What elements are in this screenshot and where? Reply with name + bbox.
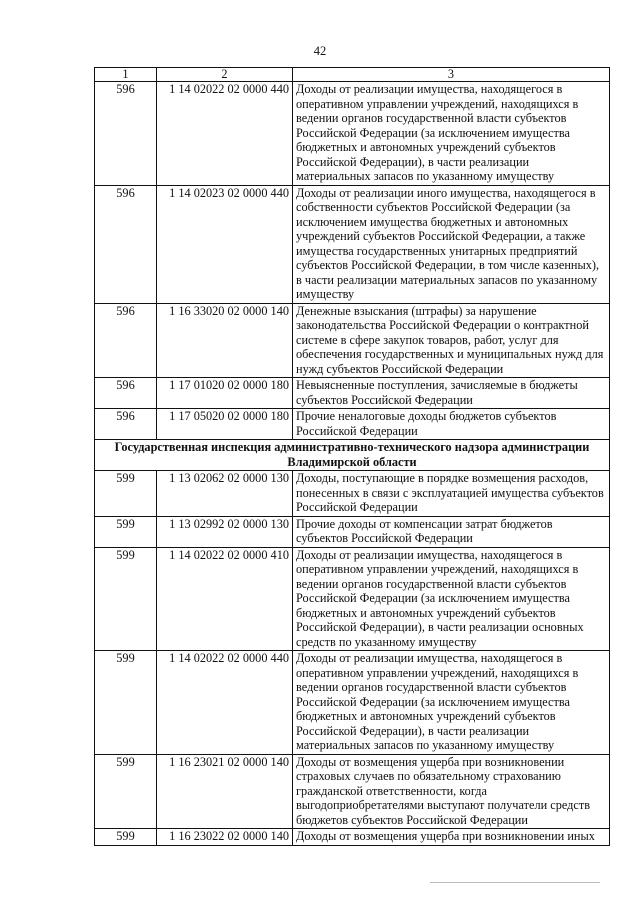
- table-row: [95, 754, 610, 829]
- admin-code-cell: 599: [95, 516, 157, 547]
- admin-code-cell: 596: [95, 185, 157, 303]
- revenue-code-cell: 1 17 05020 02 0000 180: [157, 409, 293, 440]
- revenue-description-cell: Доходы от реализации имущества, находящегося в оперативном управлении учреждений, находящихся в ведении органов государственной власти субъектов Российской Федерации (за исключением имущества бюджетных и автономных учреждений субъектов Российской Федерации), в части реализации материальных запасов по указанному имуществу: [293, 82, 610, 186]
- revenue-codes-table: [94, 67, 610, 846]
- admin-code-cell: 599: [95, 754, 157, 829]
- admin-code-cell: 599: [95, 651, 157, 755]
- revenue-description-cell: Доходы от реализации имущества, находящегося в оперативном управлении учреждений, находящихся в ведении органов государственной власти субъектов Российской Федерации (за исключением имущества бюджетных и автономных учреждений субъектов Российской Федерации), в части реализации материальных запасов по указанному имуществу: [293, 651, 610, 755]
- revenue-code-cell: 1 13 02992 02 0000 130: [157, 516, 293, 547]
- table-row: [95, 516, 610, 547]
- revenue-description-cell: Прочие неналоговые доходы бюджетов субъектов Российской Федерации: [293, 409, 610, 440]
- table-body: [95, 68, 610, 846]
- revenue-description-cell: Доходы от возмещения ущерба при возникновении страховых случаев по обязательному страхованию гражданской ответственности, когда выгодоприобретателями выступают получатели средств бюджетов субъектов Российской Федерации: [293, 754, 610, 829]
- admin-code-cell: 599: [95, 547, 157, 651]
- table-row: [95, 829, 610, 846]
- revenue-code-cell: 1 14 02022 02 0000 440: [157, 82, 293, 186]
- revenue-code-cell: 1 14 02023 02 0000 440: [157, 185, 293, 303]
- revenue-description-cell: Доходы от реализации имущества, находящегося в оперативном управлении учреждений, находящихся в ведении органов государственной власти субъектов Российской Федерации (за исключением имущества бюджетных и автономных учреждений субъектов Российской Федерации), в части реализации основных средств по указанному имуществу: [293, 547, 610, 651]
- revenue-description-cell: Прочие доходы от компенсации затрат бюджетов субъектов Российской Федерации: [293, 516, 610, 547]
- revenue-code-cell: 1 16 33020 02 0000 140: [157, 303, 293, 378]
- column-header-1: 1: [95, 68, 157, 82]
- revenue-code-cell: 1 16 23022 02 0000 140: [157, 829, 293, 846]
- column-header-3: 3: [293, 68, 610, 82]
- table-header-row: [95, 68, 610, 82]
- revenue-description-cell: Доходы, поступающие в порядке возмещения расходов, понесенных в связи с эксплуатацией имущества субъектов Российской Федерации: [293, 471, 610, 517]
- section-header-row: [95, 440, 610, 471]
- column-header-2: 2: [157, 68, 293, 82]
- page-number: 42: [313, 44, 327, 58]
- revenue-code-cell: 1 17 01020 02 0000 180: [157, 378, 293, 409]
- table-row: [95, 547, 610, 651]
- revenue-code-cell: 1 14 02022 02 0000 410: [157, 547, 293, 651]
- revenue-code-cell: 1 16 23021 02 0000 140: [157, 754, 293, 829]
- table-row: [95, 409, 610, 440]
- revenue-description-cell: Доходы от реализации иного имущества, находящегося в собственности субъектов Российской Федерации (за исключением имущества бюджетных и автономных учреждений субъектов Российской Федерации, а также имущества государственных унитарных предприятий субъектов Российской Федерации, в том числе казенных), в части реализации материальных запасов по указанному имуществу: [293, 185, 610, 303]
- revenue-description-cell: Невыясненные поступления, зачисляемые в бюджеты субъектов Российской Федерации: [293, 378, 610, 409]
- admin-code-cell: 596: [95, 303, 157, 378]
- revenue-code-cell: 1 14 02022 02 0000 440: [157, 651, 293, 755]
- table-row: [95, 185, 610, 303]
- section-title: Государственная инспекция административно-технического надзора администрации Владимирской области: [95, 440, 610, 471]
- revenue-code-cell: 1 13 02062 02 0000 130: [157, 471, 293, 517]
- table-row: [95, 378, 610, 409]
- table-row: [95, 471, 610, 517]
- admin-code-cell: 596: [95, 82, 157, 186]
- admin-code-cell: 596: [95, 409, 157, 440]
- revenue-description-cell: Денежные взыскания (штрафы) за нарушение законодательства Российской Федерации о контрактной системе в сфере закупок товаров, работ, услуг для обеспечения государственных и муниципальных нужд для нужд субъектов Российской Федерации: [293, 303, 610, 378]
- table-row: [95, 82, 610, 186]
- revenue-description-cell: Доходы от возмещения ущерба при возникновении иных: [293, 829, 610, 846]
- bottom-edge-mark: [430, 882, 600, 883]
- table-row: [95, 303, 610, 378]
- admin-code-cell: 599: [95, 471, 157, 517]
- admin-code-cell: 599: [95, 829, 157, 846]
- admin-code-cell: 596: [95, 378, 157, 409]
- table-row: [95, 651, 610, 755]
